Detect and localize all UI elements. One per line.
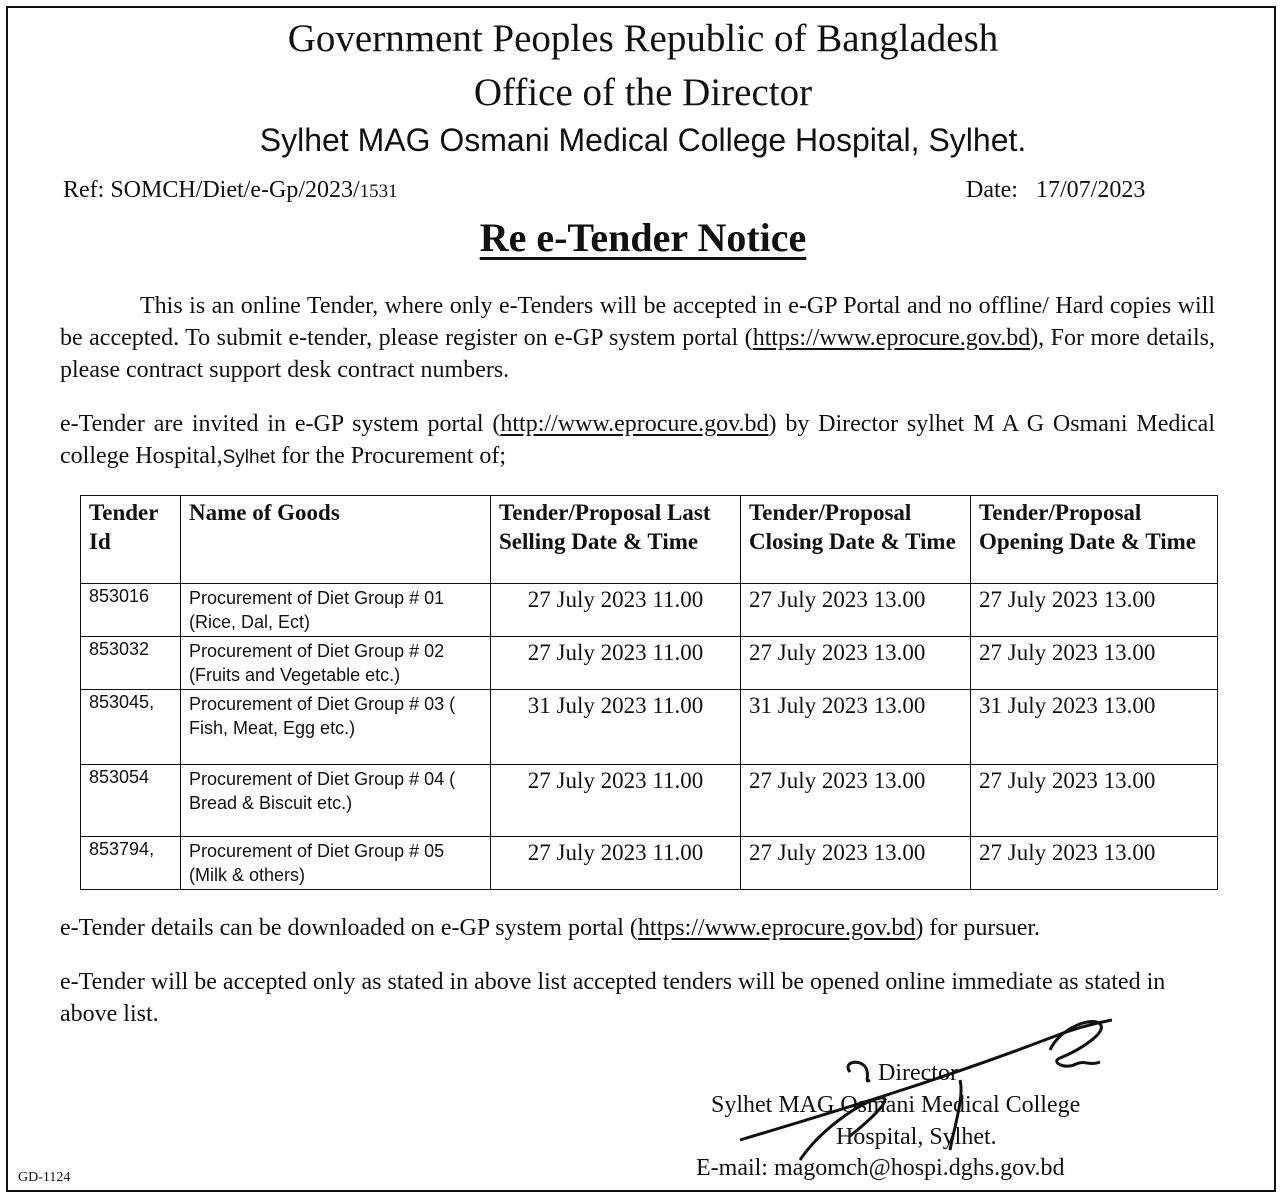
- last-selling-date: 27 July 2023 11.00: [491, 837, 741, 890]
- tender-id: 853045,: [81, 690, 181, 765]
- acceptance-paragraph: e-Tender will be accepted only as stated in above list accepted tenders will be opened online immediate as stated in above list.: [60, 969, 1166, 1027]
- download-text-end: ) for pursuer.: [915, 915, 1041, 941]
- signatory-email[interactable]: E-mail: magomch@hospi.dghs.gov.bd: [696, 1155, 1065, 1181]
- tender-id: 853032: [81, 637, 181, 690]
- table-row: [81, 837, 1218, 890]
- goods-name: Procurement of Diet Group # 03 ( Fish, Meat, Egg etc.): [181, 690, 491, 765]
- tender-table: [80, 495, 1218, 890]
- notice-title-text: Re e-Tender Notice: [479, 215, 807, 260]
- tender-id: 853016: [81, 584, 181, 637]
- opening-date: 27 July 2023 13.00: [971, 584, 1218, 637]
- tender-id: 853054: [81, 765, 181, 837]
- invitation-city: Sylhet: [222, 447, 276, 468]
- download-paragraph: [60, 912, 1215, 944]
- tender-id: 853794,: [81, 837, 181, 890]
- goods-name: Procurement of Diet Group # 01 (Rice, Dal, Ect): [181, 584, 491, 637]
- notice-title: [0, 214, 1286, 261]
- reference-number: [63, 177, 398, 204]
- last-selling-date: 27 July 2023 11.00: [491, 584, 741, 637]
- opening-date: 27 July 2023 13.00: [971, 837, 1218, 890]
- closing-date: 27 July 2023 13.00: [741, 637, 971, 690]
- intro-text-end: ), For more details, please contract support desk contract numbers.: [60, 325, 1215, 383]
- eprocure-link-1[interactable]: https://www.eprocure.gov.bd: [752, 325, 1031, 351]
- notice-date: [966, 177, 1145, 204]
- intro-text: This is an online Tender, where only e-Tenders will be accepted in e-GP Portal and no offline/ Hard copies will be accepted. To submit e-tender, please register on e-GP system portal (: [60, 293, 1215, 351]
- last-selling-date: 27 July 2023 11.00: [491, 765, 741, 837]
- footer-code: GD-1124: [18, 1170, 71, 1185]
- header-government: Government Peoples Republic of Bangladesh: [287, 17, 999, 60]
- last-selling-date: 31 July 2023 11.00: [491, 690, 741, 765]
- signatory-title: Director: [878, 1060, 958, 1086]
- invitation-text-end: for the Procurement of;: [275, 443, 507, 469]
- table-row: [81, 584, 1218, 637]
- last-selling-date: 27 July 2023 11.00: [491, 637, 741, 690]
- signatory-org-line2: Hospital, Sylhet.: [836, 1124, 997, 1150]
- header-tender-id: Tender Id: [81, 496, 181, 584]
- goods-name: Procurement of Diet Group # 05 (Milk & others): [181, 837, 491, 890]
- closing-date: 27 July 2023 13.00: [741, 765, 971, 837]
- closing-date: 27 July 2023 13.00: [741, 584, 971, 637]
- header-hospital: Sylhet MAG Osmani Medical College Hospital, Sylhet.: [259, 122, 1027, 158]
- reference-prefix: Ref: SOMCH/Diet/e-Gp/2023/: [63, 177, 360, 203]
- opening-date: 27 July 2023 13.00: [971, 765, 1218, 837]
- opening-date: 31 July 2023 13.00: [971, 690, 1218, 765]
- date-value: 17/07/2023: [1035, 177, 1146, 203]
- invitation-text: e-Tender are invited in e-GP system portal (: [60, 411, 501, 437]
- table-row: [81, 637, 1218, 690]
- header-closing: Tender/Proposal Closing Date & Time: [741, 496, 971, 584]
- table-row: [81, 765, 1218, 837]
- signatory-org-line1: Sylhet MAG Osmani Medical College: [711, 1092, 1081, 1118]
- eprocure-link-2[interactable]: http://www.eprocure.gov.bd: [500, 411, 769, 437]
- goods-name: Procurement of Diet Group # 04 ( Bread & Biscuit etc.): [181, 765, 491, 837]
- header-opening: Tender/Proposal Opening Date & Time: [971, 496, 1218, 584]
- header-name-of-goods: Name of Goods: [181, 496, 491, 584]
- download-text: e-Tender details can be downloaded on e-GP system portal (: [60, 915, 638, 941]
- closing-date: 27 July 2023 13.00: [741, 837, 971, 890]
- invitation-text-middle: ) by Director sylhet M A G Osmani Medical college Hospital,: [60, 411, 1215, 469]
- invitation-paragraph: [60, 408, 1215, 474]
- eprocure-link-3[interactable]: https://www.eprocure.gov.bd: [637, 915, 916, 941]
- header-office: Office of the Director: [473, 71, 813, 114]
- intro-paragraph: [60, 290, 1215, 386]
- goods-name: Procurement of Diet Group # 02 (Fruits and Vegetable etc.): [181, 637, 491, 690]
- date-label: Date:: [966, 177, 1018, 203]
- table-header-row: [81, 496, 1218, 584]
- opening-date: 27 July 2023 13.00: [971, 637, 1218, 690]
- table-row: [81, 690, 1218, 765]
- header-last-selling: Tender/Proposal Last Selling Date & Time: [491, 496, 741, 584]
- reference-serial: 1531: [359, 181, 398, 202]
- closing-date: 31 July 2023 13.00: [741, 690, 971, 765]
